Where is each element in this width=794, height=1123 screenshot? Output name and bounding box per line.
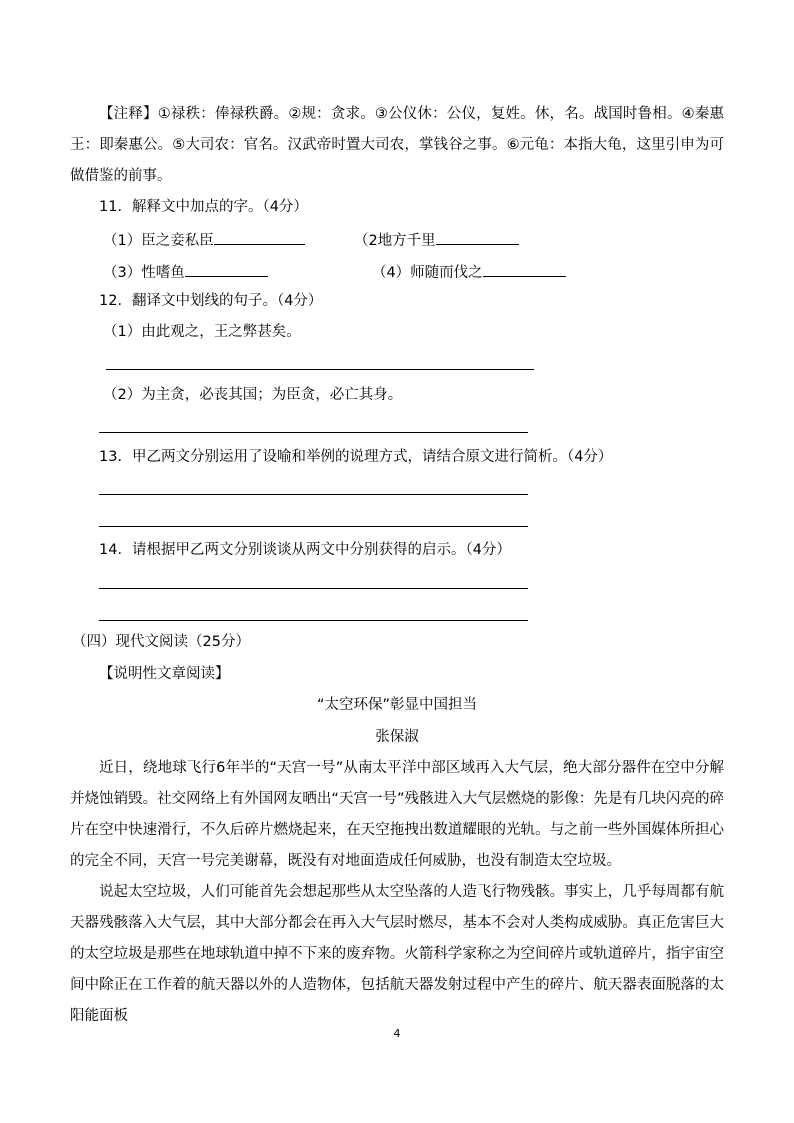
q14-stem: 14．请根据甲乙两文分别谈谈从两文中分别获得的启示。（4分） <box>99 542 511 558</box>
notes-block <box>70 99 724 192</box>
article-title: “太空环保”彰显中国担当 <box>316 697 478 713</box>
q11-blank-2[interactable] <box>436 228 519 245</box>
q11-blank-4[interactable] <box>483 260 566 277</box>
q11-blank-1[interactable] <box>214 228 305 245</box>
notes-text: 【注释】①禄秩：俸禄秩爵。②规：贪求。③公仪休：公仪，复姓。休，名。战国时鲁相。④秦惠王：即秦惠公。⑤大司农：官名。汉武帝时置大司农，掌钱谷之事。⑥元龟：本指大龟，这里引申为可做借鉴的前事。 <box>70 106 724 184</box>
q12-sentence-2: （2）为主贪，必丧其国；为臣贪，必亡其身。 <box>103 387 403 403</box>
article-body <box>70 753 724 1032</box>
q14-answer-line-1[interactable] <box>99 588 528 589</box>
q11-item-4: （4）师随而伐之 <box>371 265 483 281</box>
q11-row-1 <box>103 228 763 251</box>
section-subheading: 【说明性文章阅读】 <box>99 666 230 682</box>
q11-stem: 11．解释文中加点的字。（4分） <box>99 199 308 215</box>
section-heading: （四）现代文阅读（25分） <box>72 634 250 650</box>
q11-blank-3[interactable] <box>185 260 268 277</box>
q11-row-2 <box>103 260 763 283</box>
article-paragraph-2: 说起太空垃圾，人们可能首先会想起那些从太空坠落的人造飞行物残骸。事实上，几乎每周都有航天器残骸落入大气层，其中大部分都会在再入大气层时燃尽，基本不会对人类构成威胁。真正危害巨大的太空垃圾是那些在地球轨道中掉不下来的废弃物。火箭科学家称之为空间碎片或轨道碎片，指宇宙空间中除正在工作着的航天器以外的人造物体，包括航天器发射过程中产生的碎片、航天器表面脱落的太阳能面板 <box>70 884 724 1024</box>
q12-stem: 12．翻译文中划线的句子。（4分） <box>99 293 323 309</box>
q12-sentence-1: （1）由此观之，王之弊甚矣。 <box>103 324 301 340</box>
q11-item-2: （2地方千里 <box>353 233 436 249</box>
page-number: 4 <box>393 1027 401 1040</box>
q13-stem: 13．甲乙两文分别运用了设喻和举例的说理方式，请结合原文进行简析。（4分） <box>99 449 613 465</box>
article-author: 张保淑 <box>375 729 419 745</box>
article-paragraph-1: 近日，绕地球飞行6年半的“天宫一号”从南太平洋中部区域再入大气层，绝大部分器件在空中分解并烧蚀销毁。社交网络上有外国网友晒出“天宫一号”残骸进入大气层燃烧的影像：先是有几块闪亮的碎片在空中快速滑行，不久后碎片燃烧起来，在天空拖拽出数道耀眼的光轨。与之前一些外国媒体所担心的完全不同，天宫一号完美谢幕，既没有对地面造成任何威胁，也没有制造太空垃圾。 <box>70 760 724 869</box>
q14-answer-line-2[interactable] <box>99 620 528 621</box>
q12-answer-line-2[interactable] <box>99 432 528 433</box>
q13-answer-line-2[interactable] <box>99 526 528 527</box>
q13-answer-line-1[interactable] <box>99 494 528 495</box>
q11-item-3: （3）性嗜鱼 <box>103 265 185 281</box>
q12-answer-line-1[interactable] <box>106 369 534 370</box>
q11-item-1: （1）臣之妾私臣 <box>103 233 214 249</box>
